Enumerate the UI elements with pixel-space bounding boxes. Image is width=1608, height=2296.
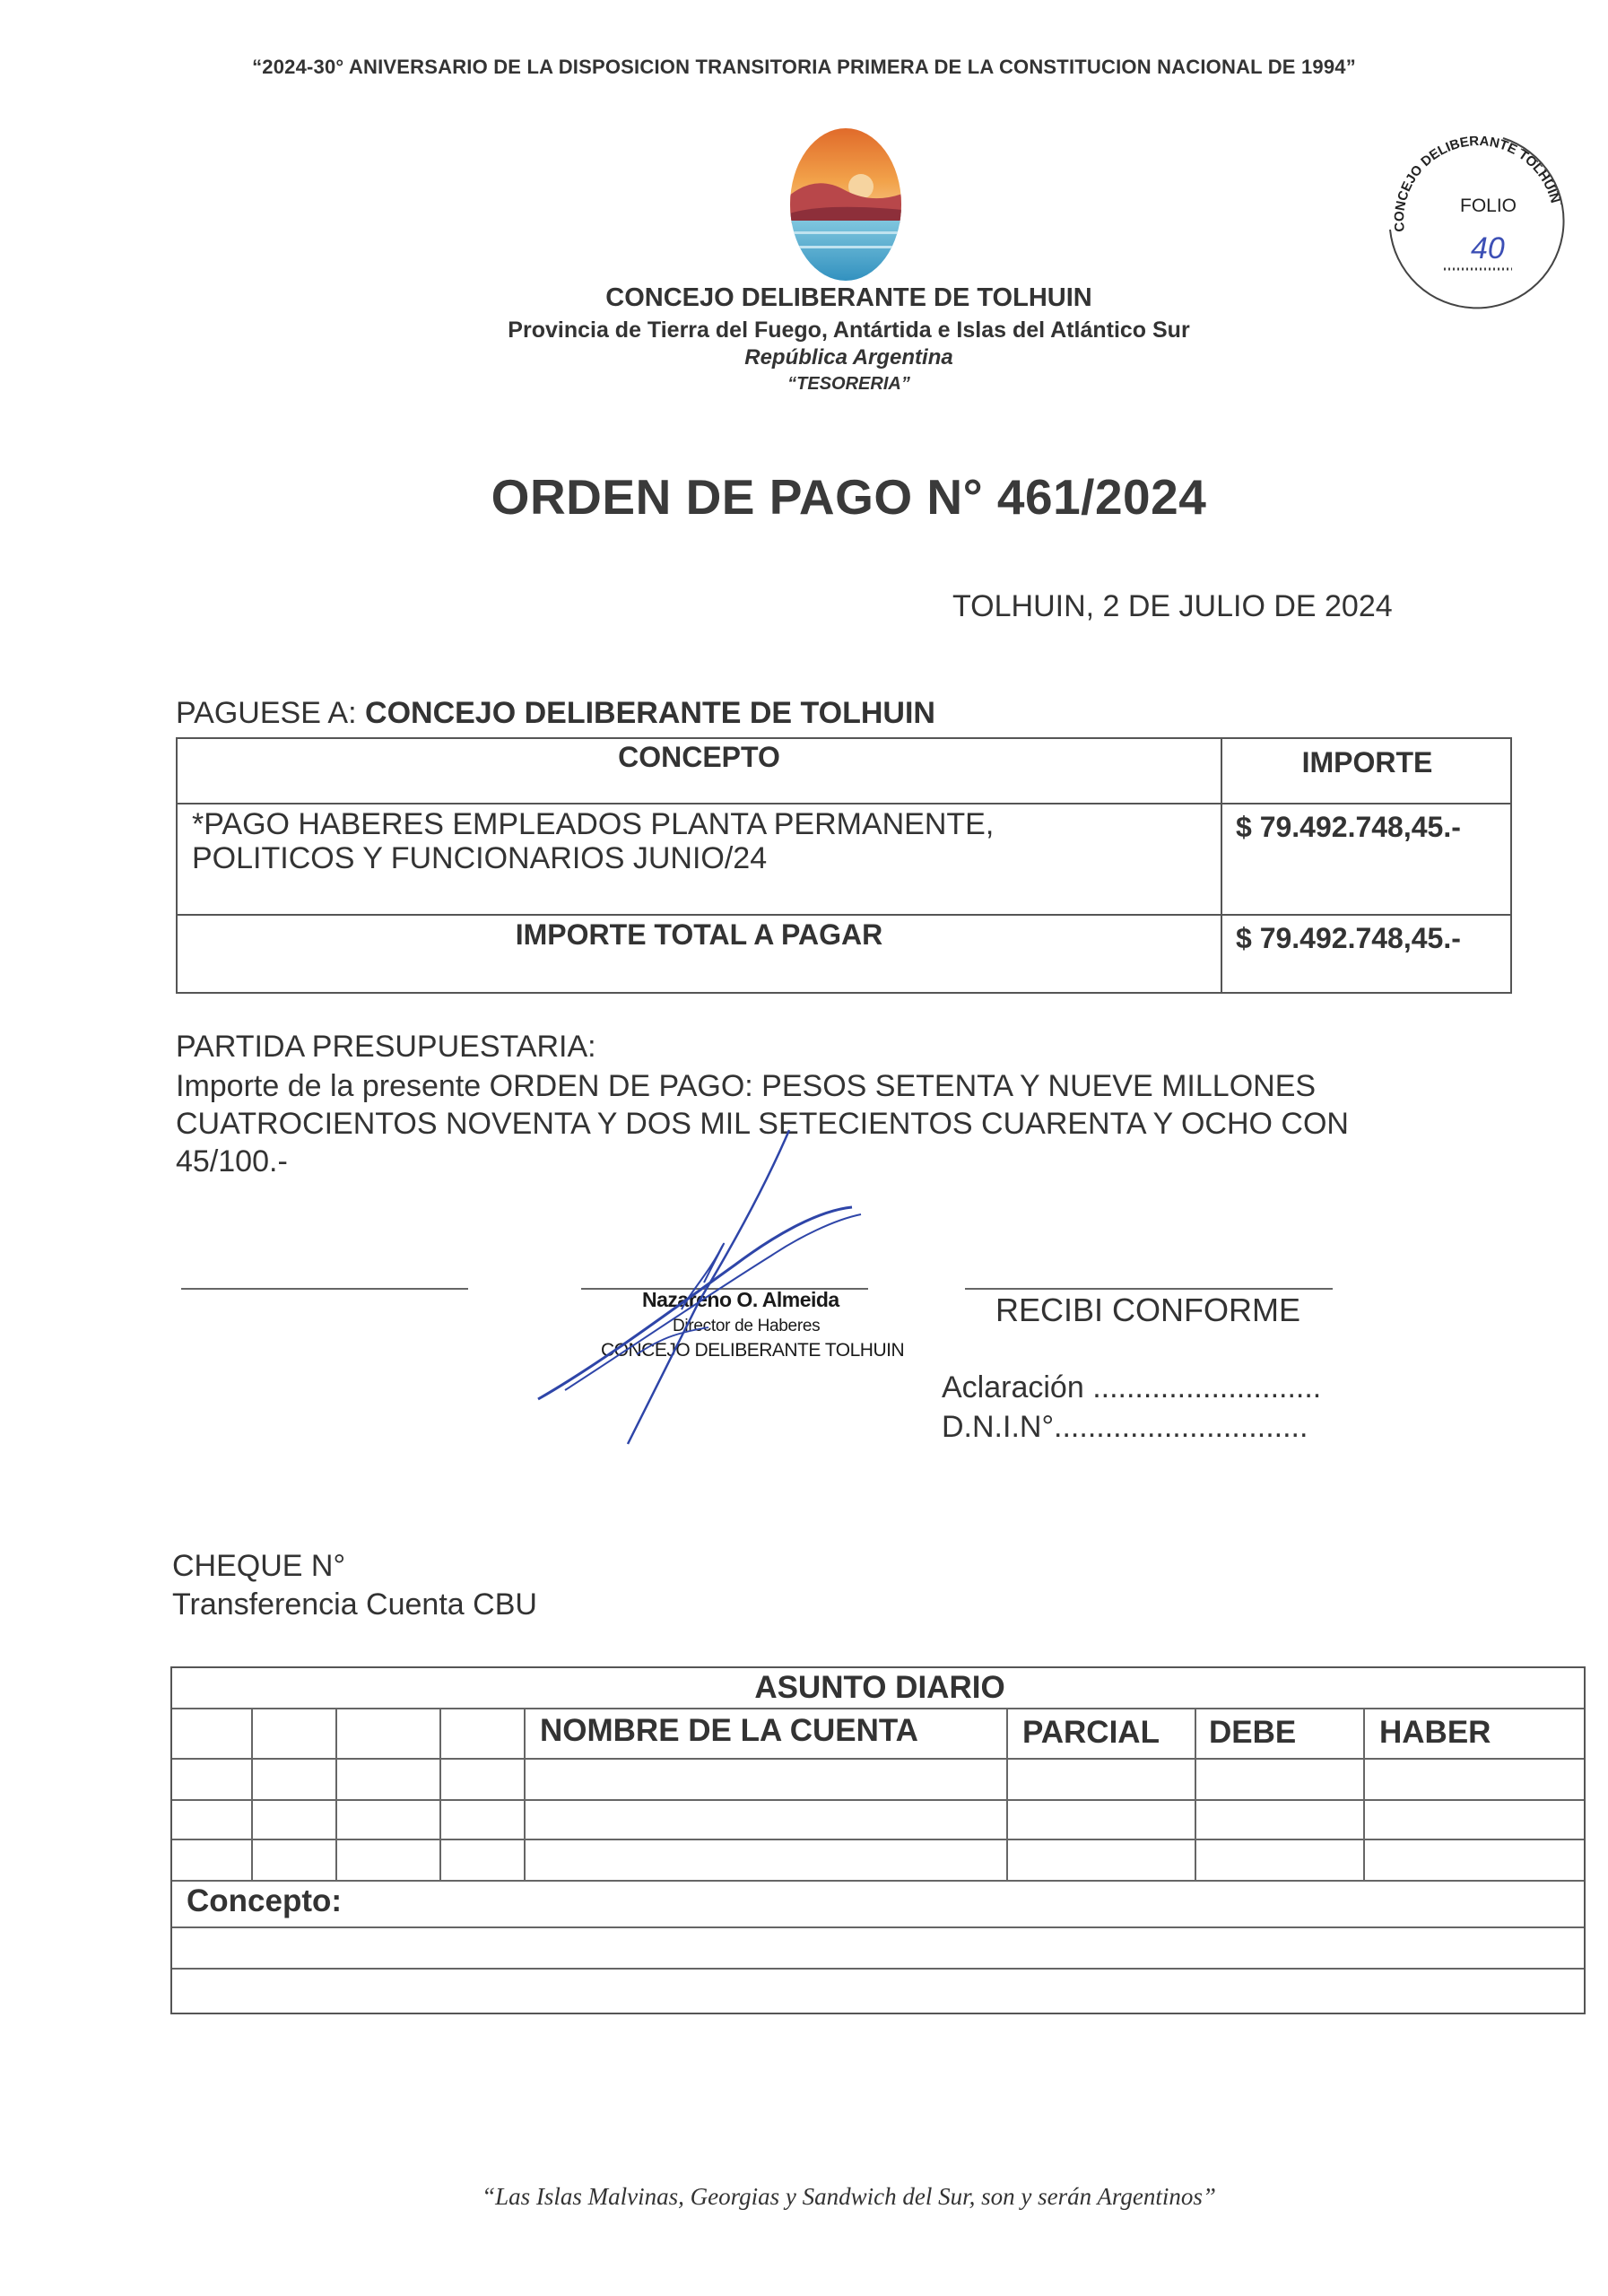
signature-line-right xyxy=(965,1288,1333,1290)
organization-name: CONCEJO DELIBERANTE DE TOLHUIN xyxy=(605,283,1092,312)
document-date: TOLHUIN, 2 DE JULIO DE 2024 xyxy=(952,589,1393,623)
journal-concept-label: Concepto: xyxy=(187,1883,343,1918)
organization-department: “TESORERIA” xyxy=(787,374,910,394)
partida-label: PARTIDA PRESUPUESTARIA: xyxy=(176,1030,596,1064)
payee-name: CONCEJO DELIBERANTE DE TOLHUIN xyxy=(365,696,935,730)
column-header-credit: HABER xyxy=(1379,1715,1491,1750)
partida-line-3: 45/100.- xyxy=(176,1144,288,1178)
organization-province: Provincia de Tierra del Fuego, Antártida e Islas del Atlántico Sur xyxy=(508,317,1190,343)
journal-title: ASUNTO DIARIO xyxy=(754,1670,1005,1705)
receipt-dni: D.N.I.N°.............................. xyxy=(942,1410,1308,1444)
folio-number: 40 xyxy=(1471,231,1505,265)
column-header-amount: IMPORTE xyxy=(1301,746,1433,778)
column-header-partial: PARCIAL xyxy=(1022,1715,1160,1750)
signatory-org: CONCEJO DELIBERANTE TOLHUIN xyxy=(601,1340,905,1361)
signatory-name: Nazareno O. Almeida xyxy=(642,1288,839,1311)
concept-line-2: POLITICOS Y FUNCIONARIOS JUNIO/24 xyxy=(192,841,768,875)
signature-line-left xyxy=(181,1288,468,1290)
concept-amount: $ 79.492.748,45.- xyxy=(1236,811,1461,843)
partida-line-1: Importe de la presente ORDEN DE PAGO: PESOS SETENTA Y NUEVE MILLONES xyxy=(176,1069,1317,1103)
seal-text: CONCEJO DELIBERANTE TOLHUIN xyxy=(1391,133,1563,233)
council-logo xyxy=(789,127,902,282)
payee-label: PAGUESE A: xyxy=(176,696,357,730)
organization-country: República Argentina xyxy=(744,345,953,370)
partida-line-2: CUATROCIENTOS NOVENTA Y DOS MIL SETECIENTOS CUARENTA Y OCHO CON xyxy=(176,1107,1349,1141)
transfer-label: Transferencia Cuenta CBU xyxy=(172,1587,537,1622)
total-label: IMPORTE TOTAL A PAGAR xyxy=(515,918,883,951)
total-amount: $ 79.492.748,45.- xyxy=(1236,922,1461,954)
cheque-label: CHEQUE N° xyxy=(172,1549,346,1583)
footer-motto: “Las Islas Malvinas, Georgias y Sandwich del Sur, son y serán Argentinos” xyxy=(482,2183,1216,2210)
column-header-debit: DEBE xyxy=(1209,1715,1297,1750)
handwritten-signature xyxy=(529,1121,888,1453)
signatory-role: Director de Haberes xyxy=(673,1317,821,1335)
concept-line-1: *PAGO HABERES EMPLEADOS PLANTA PERMANENTE, xyxy=(192,807,995,841)
column-header-concept: CONCEPTO xyxy=(618,741,780,773)
receipt-aclaracion: Aclaración ........................... xyxy=(942,1370,1322,1405)
folio-label: FOLIO xyxy=(1460,196,1517,216)
header-motto: “2024-30° ANIVERSARIO DE LA DISPOSICION TRANSITORIA PRIMERA DE LA CONSTITUCION NACIONAL DE 1994” xyxy=(252,56,1356,78)
journal-table xyxy=(170,1666,1586,2014)
payment-table xyxy=(176,737,1512,994)
receipt-label: RECIBI CONFORME xyxy=(995,1292,1301,1328)
document-title: ORDEN DE PAGO N° 461/2024 xyxy=(491,469,1207,525)
payee-line xyxy=(176,696,935,731)
column-header-account: NOMBRE DE LA CUENTA xyxy=(540,1713,918,1748)
svg-text:CONCEJO DELIBERANTE TOLHUIN xyxy=(1392,134,1563,232)
